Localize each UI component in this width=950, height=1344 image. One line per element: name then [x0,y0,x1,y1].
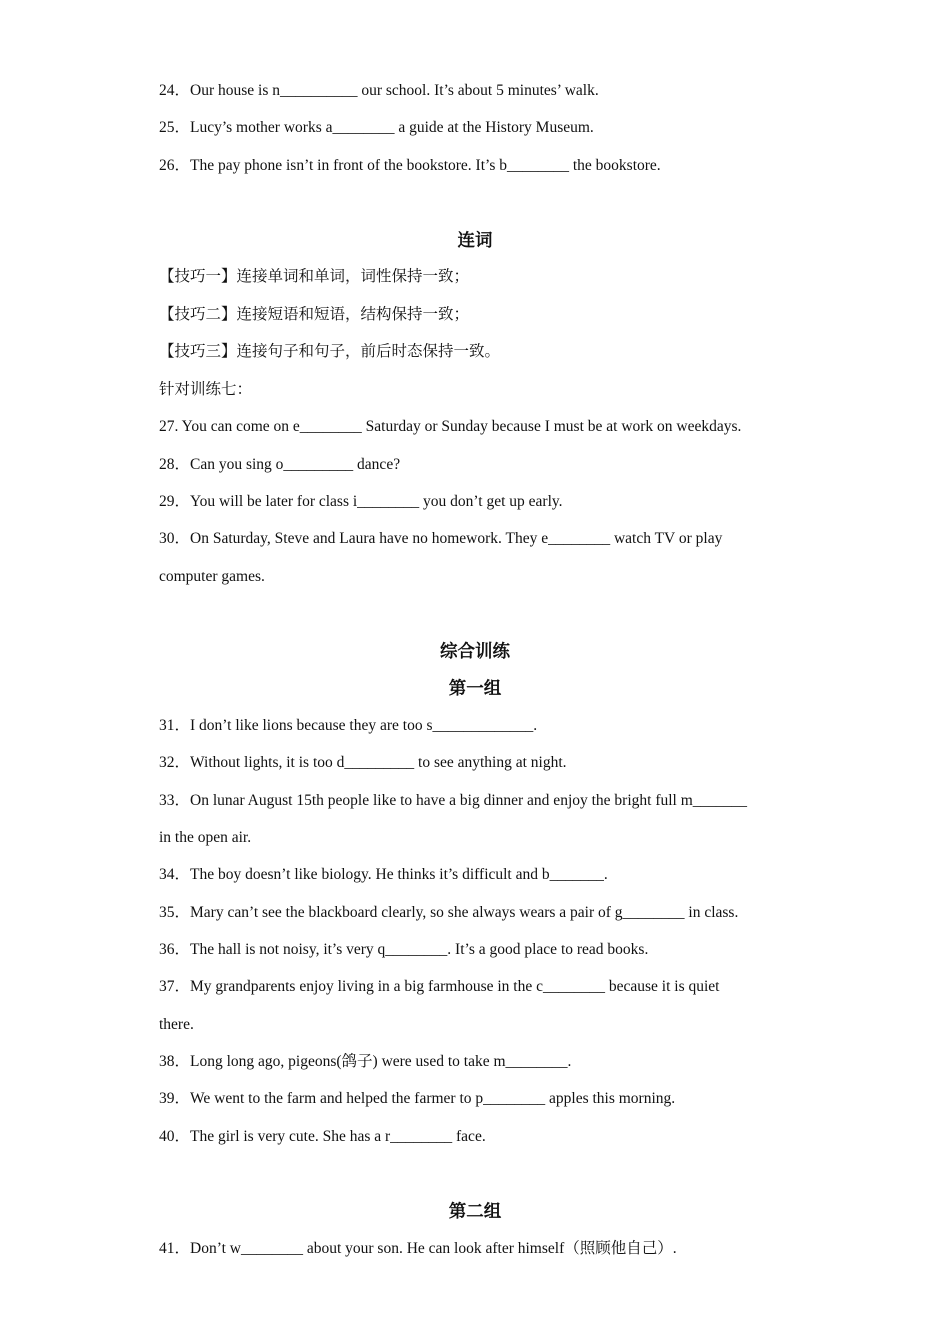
question-32: 32．Without lights, it is too d_________ to see anything at night. [159,754,567,771]
tip-2: 【技巧二】连接短语和短语，结构保持一致； [159,306,470,323]
question-33: 33．On lunar August 15th people like to have a big dinner and enjoy the bright full m_______ [159,792,748,809]
question-30-continued: computer games. [159,568,265,585]
question-31: 31．I don’t like lions because they are too s_____________. [159,717,538,734]
question-38: 38．Long long ago, pigeons(鸽子) were used to take m________. [159,1053,572,1070]
question-37-continued: there. [159,1016,194,1033]
tip-1: 【技巧一】连接单词和单词，词性保持一致； [159,268,470,285]
question-41: 41．Don’t w________ about your son. He can look after himself（照顾他自己）. [159,1240,677,1257]
group-2-heading: 第二组 [448,1201,502,1221]
question-30: 30．On Saturday, Steve and Laura have no homework. They e________ watch TV or play [159,530,723,547]
group-1-heading: 第一组 [448,678,502,698]
section-heading-comprehensive: 综合训练 [440,641,510,661]
question-37: 37．My grandparents enjoy living in a big farmhouse in the c________ because it is quiet [159,978,720,995]
question-29: 29．You will be later for class i________ you don’t get up early. [159,493,563,510]
question-36: 36．The hall is not noisy, it’s very q________. It’s a good place to read books. [159,941,649,958]
question-25: 25．Lucy’s mother works a________ a guide at the History Museum. [159,119,594,136]
question-40: 40．The girl is very cute. She has a r________ face. [159,1128,486,1145]
tip-3: 【技巧三】连接句子和句子，前后时态保持一致。 [159,343,501,360]
question-35: 35．Mary can’t see the blackboard clearly, so she always wears a pair of g________ in class. [159,904,739,921]
section-heading-conjunctions: 连词 [457,230,493,250]
question-28: 28．Can you sing o_________ dance? [159,456,401,473]
question-33-continued: in the open air. [159,829,252,846]
question-34: 34．The boy doesn’t like biology. He thinks it’s difficult and b_______. [159,866,608,883]
question-26: 26．The pay phone isn’t in front of the bookstore. It’s b________ the bookstore. [159,157,661,174]
question-27: 27. You can come on e________ Saturday or Sunday because I must be at work on weekdays. [159,418,742,435]
question-24: 24．Our house is n__________ our school. It’s about 5 minutes’ walk. [159,82,599,99]
training-label: 针对训练七： [159,381,253,398]
question-39: 39．We went to the farm and helped the farmer to p________ apples this morning. [159,1090,676,1107]
